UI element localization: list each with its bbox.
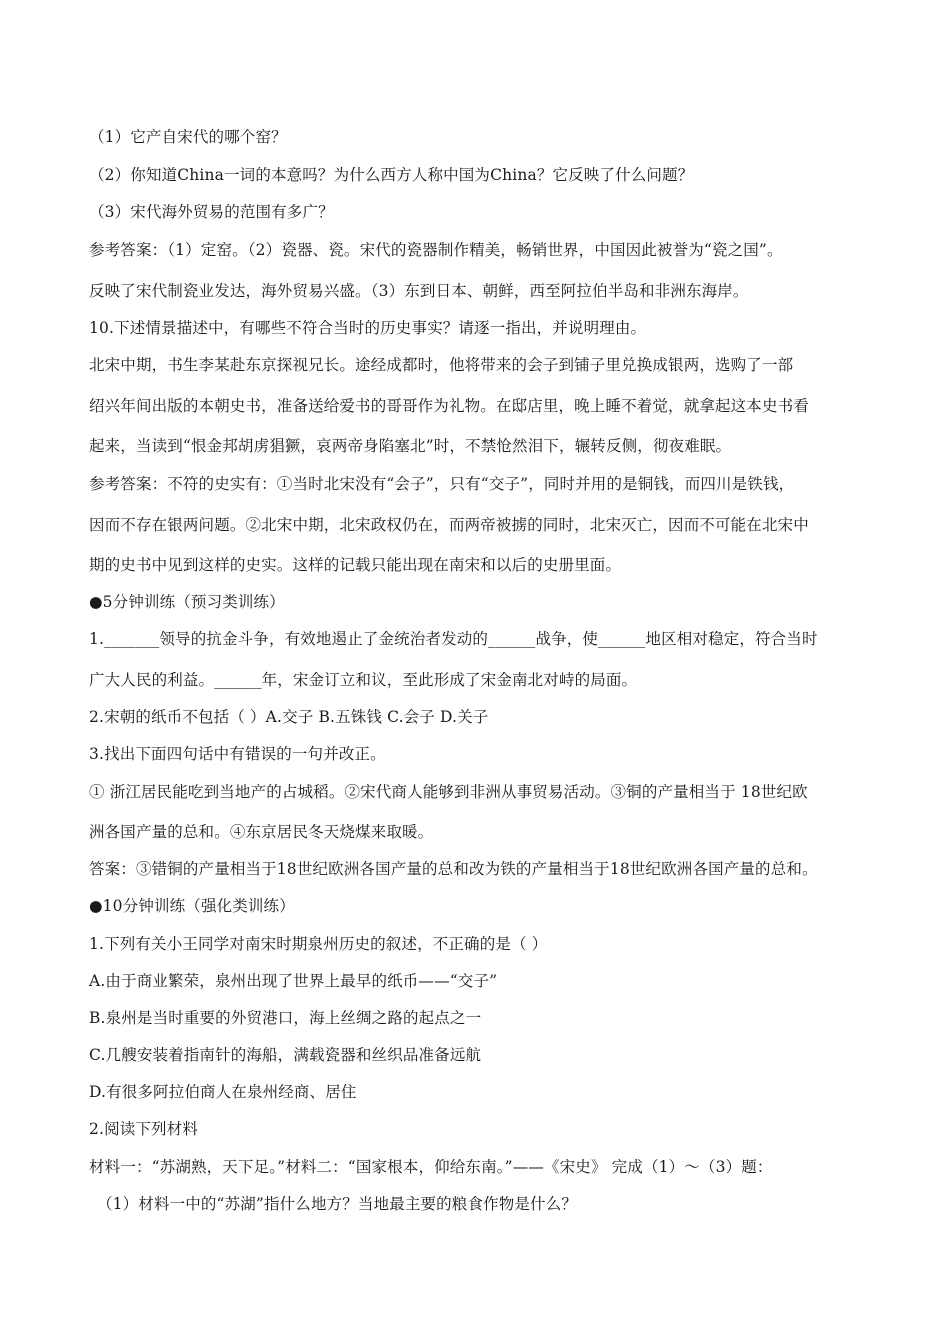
exercise-1: 广大人民的利益。______年，宋金订立和议，至此形成了宋金南北对峙的局面。	[89, 671, 638, 689]
answer-text: 反映了宋代制瓷业发达，海外贸易兴盛。（3）东到日本、朝鲜，西至阿拉伯半岛和非洲东海岸。	[89, 282, 749, 300]
option-a: A.由于商业繁荣，泉州出现了世界上最早的纸币——“交子”	[89, 972, 498, 990]
material-question-1: （1）材料一中的“苏湖”指什么地方？当地最主要的粮食作物是什么？	[97, 1195, 578, 1213]
scenario-text: 绍兴年间出版的本朝史书，准备送给爱书的哥哥作为礼物。在邸店里，晚上睡不着觉，就拿起这本史书看	[89, 397, 809, 415]
exercise-3: 3.找出下面四句话中有错误的一句并改正。	[89, 745, 386, 763]
exercise-2: 2.宋朝的纸币不包括（ ）A.交子 B.五铢钱 C.会子 D.关子	[89, 708, 489, 726]
option-d: D.有很多阿拉伯商人在泉州经商、居住	[89, 1083, 357, 1101]
scenario-text: 北宋中期，书生李某赴东京探视兄长。途经成都时，他将带来的会子到铺子里兑换成银两，选购了一部	[89, 356, 794, 374]
scenario-text: 起来，当读到“恨金邦胡虏猖獗，哀两帝身陷塞北”时，不禁怆然泪下，辗转反侧，彻夜难眠。	[89, 437, 732, 455]
answer-text: 期的史书中见到这样的史实。这样的记载只能出现在南宋和以后的史册里面。	[89, 556, 622, 574]
material-text: 材料一：“苏湖熟，天下足。”材料二：“国家根本，仰给东南。”——《宋史》 完成（1）～（3）题：	[89, 1158, 773, 1176]
exercise-3-statements: 洲各国产量的总和。④东京居民冬天烧煤来取暖。	[89, 823, 434, 841]
question-10: 10.下述情景描述中，有哪些不符合当时的历史事实？请逐一指出，并说明理由。	[89, 319, 647, 337]
answer-text: 因而不存在银两问题。②北宋中期，北宋政权仍在，而两帝被掳的同时，北宋灭亡，因而不可能在北宋中	[89, 516, 809, 534]
exercise-1: 1.下列有关小王同学对南宋时期泉州历史的叙述，不正确的是（ ）	[89, 935, 548, 953]
option-c: C.几艘安装着指南针的海船，满载瓷器和丝织品准备远航	[89, 1046, 482, 1064]
exercise-2: 2.阅读下列材料	[89, 1120, 198, 1138]
question-sub-1: （1）它产自宋代的哪个窑？	[89, 128, 287, 146]
exercise-3-statements: ① 浙江居民能吃到当地产的占城稻。②宋代商人能够到非洲从事贸易活动。③铜的产量相当于 18世纪欧	[89, 783, 808, 801]
question-sub-3: （3）宋代海外贸易的范围有多广？	[89, 203, 334, 221]
question-sub-2: （2）你知道China一词的本意吗？为什么西方人称中国为China？它反映了什么问题？	[89, 166, 694, 184]
answer-text: 参考答案：（1）定窑。（2）瓷器、瓷。宋代的瓷器制作精美，畅销世界，中国因此被誉为“瓷之国”。	[89, 241, 783, 259]
exercise-1: 1._______领导的抗金斗争，有效地遏止了金统治者发动的______战争，使______地区相对稳定，符合当时	[89, 630, 818, 648]
option-b: B.泉州是当时重要的外贸港口，海上丝绸之路的起点之一	[89, 1009, 482, 1027]
section-heading-10min: ●10分钟训练（强化类训练）	[89, 897, 295, 915]
answer-text: 答案：③错铜的产量相当于18世纪欧洲各国产量的总和改为铁的产量相当于18世纪欧洲各国产量的总和。	[89, 860, 818, 878]
section-heading-5min: ●5分钟训练（预习类训练）	[89, 593, 285, 611]
answer-text: 参考答案：不符的史实有：①当时北宋没有“会子”，只有“交子”，同时并用的是铜钱，而四川是铁钱，	[89, 475, 795, 493]
